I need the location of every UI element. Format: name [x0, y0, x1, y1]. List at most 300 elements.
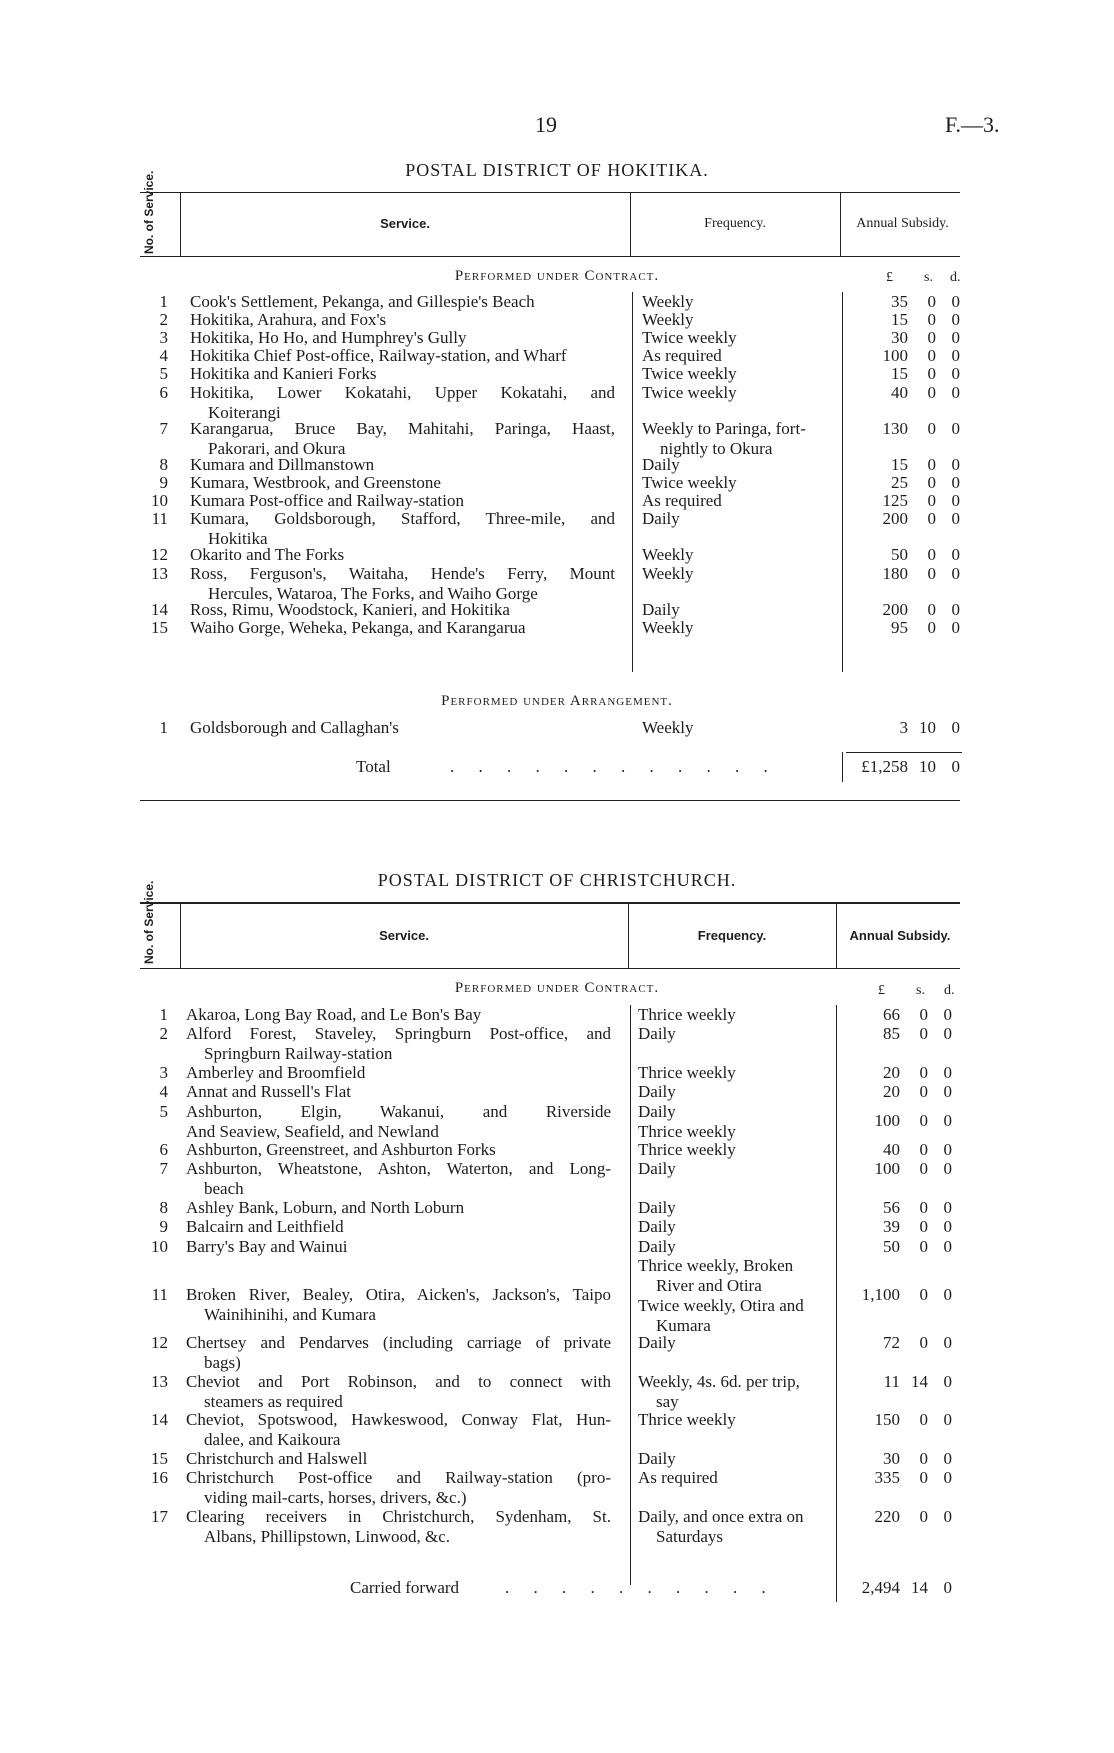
leader-dots: . . . . . . . . . .: [505, 1578, 776, 1597]
leader-dots: . . . . . . . . . . . .: [450, 757, 778, 776]
frequency-line: Twice weekly: [642, 328, 737, 348]
subsidy-pounds: 35: [891, 292, 908, 311]
service-frequency: [642, 346, 824, 366]
service-description: [186, 1140, 611, 1160]
subsidy-shillings: 0: [919, 1024, 928, 1044]
service-line: Akaroa, Long Bay Road, and Le Bon's Bay: [186, 1005, 482, 1024]
service-line: Ross, Ferguson's, Waitaha, Hende's Ferry, Mount: [190, 563, 615, 583]
frequency-line: Daily: [642, 454, 680, 474]
service-line: Pakorari, and Okura: [208, 438, 346, 458]
christchurch-col-service-header: Service.: [379, 928, 429, 943]
subsidy-pounds: 130: [882, 418, 908, 438]
service-line: Ashley Bank, Loburn, and North Loburn: [186, 1198, 465, 1217]
frequency-line: Twice weekly: [642, 382, 737, 402]
service-frequency: [642, 618, 824, 638]
subsidy-shillings: 0: [919, 1284, 928, 1304]
service-description: [186, 1285, 611, 1325]
service-number: 13: [151, 563, 168, 583]
carried-forward-pence: 0: [943, 1578, 952, 1597]
subsidy-pence: 0: [943, 1410, 952, 1430]
subsidy-pence: 0: [943, 1371, 952, 1391]
subsidy-shillings: 0: [927, 310, 936, 330]
frequency-line: Thrice weekly: [638, 1005, 736, 1024]
service-line: Kumara, Goldsborough, Stafford, Three-mile, and: [190, 509, 615, 529]
service-line: Chertsey and Pendarves (including carriage of private: [186, 1333, 611, 1353]
frequency-line: Daily: [638, 1198, 676, 1217]
service-frequency: [638, 1005, 820, 1025]
service-line: And Seaview, Seafield, and Newland: [186, 1121, 439, 1141]
frequency-line: As required: [638, 1468, 718, 1488]
service-line: Hokitika, Arahura, and Fox's: [190, 310, 387, 330]
column-rule: [842, 752, 843, 782]
service-line: Springburn Railway-station: [204, 1044, 393, 1064]
christchurch-header-top-rule: [140, 902, 960, 904]
service-frequency: [642, 509, 824, 529]
service-line: Goldsborough and Callaghan's: [190, 718, 399, 737]
service-line: Kumara and Dillmanstown: [190, 454, 375, 474]
service-line: Ross, Rimu, Woodstock, Kanieri, and Hokitika: [190, 599, 510, 619]
service-number: 13: [151, 1371, 168, 1391]
service-line: Hokitika: [208, 529, 268, 549]
service-frequency: [638, 1507, 820, 1547]
service-description: [186, 1333, 611, 1373]
carried-forward-label: Carried forward: [350, 1578, 460, 1597]
subsidy-shillings: 0: [927, 563, 936, 583]
service-description: [186, 1024, 611, 1064]
service-number: 9: [159, 1217, 168, 1237]
service-number: 4: [159, 346, 168, 366]
service-number: 4: [159, 1082, 168, 1102]
service-description: [190, 473, 615, 493]
subsidy-shillings: 0: [919, 1448, 928, 1468]
service-description: [186, 1198, 611, 1218]
subsidy-pence: 0: [943, 1062, 952, 1082]
frequency-line: Weekly: [642, 292, 694, 311]
service-number: 6: [159, 382, 168, 402]
subsidy-pence: 0: [951, 364, 960, 384]
subsidy-pounds: 25: [891, 473, 908, 492]
service-description: [190, 292, 615, 312]
service-description: [186, 1005, 611, 1025]
service-description: [186, 1507, 611, 1547]
service-line: Hokitika, Ho Ho, and Humphrey's Gully: [190, 328, 467, 348]
service-line: Alford Forest, Staveley, Springburn Post-office, and: [186, 1024, 611, 1044]
hokitika-col-no-header: No. of Service.: [142, 170, 156, 254]
page-number: 19: [535, 112, 557, 137]
subsidy-shillings: 0: [919, 1410, 928, 1430]
service-line: Hercules, Wataroa, The Forks, and Waiho Gorge: [208, 583, 538, 603]
subsidy-shillings: 0: [927, 292, 936, 311]
christchurch-header-bottom-rule: [140, 968, 960, 969]
subsidy-shillings: 0: [927, 328, 936, 348]
frequency-line: Weekly: [642, 617, 694, 637]
service-number: 6: [159, 1140, 168, 1160]
service-number: 10: [151, 1236, 168, 1256]
total-pound: £1,258: [861, 757, 908, 776]
subsidy-pence: 0: [943, 1448, 952, 1468]
subsidy-shillings: 0: [927, 454, 936, 474]
frequency-line: As required: [642, 491, 722, 511]
service-number: 3: [159, 1062, 168, 1082]
subsidy-shillings: 0: [919, 1217, 928, 1237]
carried-forward-shilling: 14: [911, 1578, 928, 1597]
subsidy-pounds: 30: [891, 328, 908, 348]
subsidy-shillings: 0: [927, 346, 936, 366]
subsidy-pence: 0: [951, 509, 960, 529]
service-line: dalee, and Kaikoura: [204, 1430, 341, 1450]
total-shilling: 10: [919, 757, 936, 776]
christchurch-col-subsidy-header: Annual Subsidy.: [849, 928, 951, 943]
service-number: 15: [151, 1448, 168, 1468]
service-line: Karangarua, Bruce Bay, Mahitahi, Paringa, Haast,: [190, 418, 615, 438]
service-line: Annat and Russell's Flat: [186, 1082, 352, 1102]
frequency-line: Weekly to Paringa, fort-: [642, 418, 806, 438]
subsidy-pounds: 200: [882, 599, 908, 619]
subsidy-pounds: 40: [883, 1140, 900, 1160]
service-frequency: [638, 1333, 820, 1353]
service-number: 5: [159, 364, 168, 384]
subsidy-shillings: 0: [927, 473, 936, 492]
service-number: 1: [159, 292, 168, 311]
frequency-line: Daily: [638, 1448, 676, 1468]
service-description: [186, 1159, 611, 1199]
service-description: [190, 564, 615, 604]
service-line: Ashburton, Greenstreet, and Ashburton Forks: [186, 1140, 496, 1160]
service-frequency: [642, 600, 824, 620]
total-rule: [846, 752, 962, 753]
subsidy-pounds: 20: [883, 1082, 900, 1102]
hokitika-total-label: Total: [356, 757, 391, 776]
service-line: steamers as required: [204, 1391, 343, 1411]
frequency-line: Daily: [642, 509, 680, 529]
hokitika-arrangement-heading: Performed under Arrangement.: [441, 693, 673, 709]
service-description: [190, 419, 615, 459]
hokitika-header-bottom-rule: [140, 256, 960, 257]
service-number: 11: [151, 1284, 168, 1304]
service-description: [190, 509, 615, 549]
service-number: 14: [151, 599, 168, 619]
service-number: 17: [151, 1506, 168, 1526]
frequency-line: Weekly: [642, 563, 694, 583]
service-description: [186, 1468, 611, 1508]
frequency-line: nightly to Okura: [660, 438, 773, 458]
subsidy-pounds: 3: [899, 718, 908, 737]
subsidy-pounds: 95: [891, 617, 908, 637]
subsidy-pounds: 85: [883, 1024, 900, 1044]
service-number: 1: [159, 718, 168, 737]
service-line: Wainihinihi, and Kumara: [204, 1304, 376, 1324]
subsidy-pence: 0: [951, 473, 960, 492]
subsidy-pounds: 1,100: [861, 1284, 900, 1304]
subsidy-shillings: 14: [911, 1371, 928, 1391]
service-number: 7: [159, 418, 168, 438]
service-line: Albans, Phillipstown, Linwood, &c.: [204, 1526, 451, 1546]
hokitika-col-service-header: Service.: [380, 216, 430, 231]
frequency-line: Thrice weekly: [638, 1410, 736, 1430]
subsidy-pounds: 20: [883, 1062, 900, 1082]
subsidy-pence: 0: [943, 1005, 952, 1024]
service-line: Koiterangi: [208, 402, 281, 422]
frequency-line: Daily: [638, 1333, 676, 1353]
subsidy-pounds: 40: [891, 382, 908, 402]
service-frequency: [638, 1256, 820, 1336]
subsidy-pence: 0: [943, 1159, 952, 1179]
service-number: 16: [151, 1468, 168, 1488]
service-frequency: [638, 1468, 820, 1488]
pound-unit: £: [886, 270, 893, 285]
service-frequency: [642, 328, 824, 348]
service-frequency: [638, 1102, 820, 1142]
subsidy-pence: 0: [951, 346, 960, 366]
subsidy-shillings: 0: [927, 617, 936, 637]
subsidy-shillings: 0: [919, 1005, 928, 1024]
hokitika-title: POSTAL DISTRICT OF HOKITIKA.: [405, 160, 709, 180]
subsidy-pence: 0: [951, 310, 960, 330]
frequency-line: As required: [642, 346, 722, 366]
service-description: [186, 1217, 611, 1237]
subsidy-pounds: 200: [882, 509, 908, 529]
subsidy-pence: 0: [951, 292, 960, 311]
service-number: 2: [159, 310, 168, 330]
service-description: [190, 491, 615, 511]
service-frequency: [642, 419, 824, 459]
subsidy-shillings: 0: [927, 491, 936, 511]
subsidy-pounds: 335: [874, 1468, 900, 1488]
shilling-unit: s.: [916, 983, 925, 998]
subsidy-pence: 0: [943, 1506, 952, 1526]
subsidy-pence: 0: [951, 617, 960, 637]
subsidy-pence: 0: [943, 1140, 952, 1160]
subsidy-pence: 0: [951, 491, 960, 511]
service-line: Ashburton, Wheatstone, Ashton, Waterton, and Long-: [186, 1159, 611, 1179]
subsidy-pounds: 180: [882, 563, 908, 583]
service-line: Cheviot and Port Robinson, and to connect with: [186, 1371, 611, 1391]
subsidy-pounds: 100: [882, 346, 908, 366]
subsidy-pounds: 66: [883, 1005, 900, 1024]
service-description: [186, 1082, 611, 1102]
frequency-line: Thrice weekly: [638, 1062, 736, 1082]
hokitika-bottom-rule: [140, 800, 960, 801]
service-frequency: [642, 364, 824, 384]
service-line: beach: [204, 1179, 244, 1199]
subsidy-shillings: 0: [927, 599, 936, 619]
service-line: Waiho Gorge, Weheka, Pekanga, and Karangarua: [190, 617, 526, 637]
subsidy-pounds: 100: [874, 1159, 900, 1179]
service-number: 10: [151, 491, 168, 511]
frequency-line: Daily, and once extra on: [638, 1506, 804, 1526]
service-number: 3: [159, 328, 168, 348]
christchurch-col-frequency-header: Frequency.: [697, 928, 767, 943]
subsidy-pence: 0: [951, 599, 960, 619]
shilling-unit: s.: [924, 270, 933, 285]
service-frequency: [642, 564, 824, 584]
service-description: [190, 364, 615, 384]
service-line: Clearing receivers in Christchurch, Sydenham, St.: [186, 1506, 611, 1526]
service-line: Hokitika Chief Post-office, Railway-station, and Wharf: [190, 346, 567, 366]
service-description: [186, 1063, 611, 1083]
service-line: Okarito and The Forks: [190, 545, 345, 565]
frequency-line: Kumara: [656, 1315, 711, 1335]
pence-unit: d.: [944, 983, 955, 998]
service-description: [190, 328, 615, 348]
subsidy-pounds: 15: [891, 454, 908, 474]
service-line: bags): [204, 1353, 241, 1373]
subsidy-pence: 0: [951, 454, 960, 474]
hokitika-header-top-rule: [140, 192, 960, 193]
frequency-line: Twice weekly: [642, 473, 737, 492]
subsidy-pence: 0: [951, 328, 960, 348]
service-description: [186, 1237, 611, 1257]
subsidy-shillings: 0: [927, 382, 936, 402]
subsidy-shillings: 0: [919, 1159, 928, 1179]
subsidy-shillings: 0: [919, 1062, 928, 1082]
service-frequency: [638, 1159, 820, 1179]
subsidy-pounds: 150: [874, 1410, 900, 1430]
service-line: Amberley and Broomfield: [186, 1062, 366, 1082]
service-description: [190, 383, 615, 423]
service-frequency: [638, 1082, 820, 1102]
service-description: [186, 1410, 611, 1450]
frequency-line: Thrice weekly: [638, 1121, 736, 1141]
subsidy-shillings: 0: [919, 1198, 928, 1217]
service-frequency: [642, 310, 824, 330]
service-line: Hokitika, Lower Kokatahi, Upper Kokatahi, and: [190, 382, 615, 402]
subsidy-pence: 0: [951, 418, 960, 438]
subsidy-pence: 0: [951, 563, 960, 583]
subsidy-shillings: 0: [927, 364, 936, 384]
frequency-line: Thrice weekly, Broken: [638, 1255, 794, 1275]
frequency-line: Saturdays: [656, 1526, 724, 1546]
service-number: 8: [159, 1198, 168, 1217]
service-frequency: [638, 1024, 820, 1044]
service-number: 12: [151, 545, 168, 565]
subsidy-pounds: 56: [883, 1198, 900, 1217]
subsidy-pence: 0: [943, 1333, 952, 1353]
service-frequency: [638, 1237, 820, 1257]
frequency-line: say: [656, 1391, 679, 1411]
service-description: [190, 545, 615, 565]
frequency-line: Twice weekly: [642, 364, 737, 384]
service-description: [190, 346, 615, 366]
subsidy-shillings: 0: [919, 1333, 928, 1353]
service-frequency: [642, 545, 824, 565]
column-rule: [842, 292, 843, 672]
subsidy-pence: 0: [943, 1024, 952, 1044]
service-line: Cheviot, Spotswood, Hawkeswood, Conway Flat, Hun-: [186, 1410, 611, 1430]
subsidy-pounds: 15: [891, 364, 908, 384]
subsidy-pence: 0: [943, 1217, 952, 1237]
subsidy-pounds: 100: [874, 1111, 900, 1131]
service-number: 11: [151, 509, 168, 529]
service-frequency: [642, 491, 824, 511]
column-rule: [630, 1005, 631, 1585]
subsidy-pence: 0: [951, 382, 960, 402]
subsidy-pounds: 11: [883, 1371, 900, 1391]
subsidy-pounds: 125: [882, 491, 908, 511]
frequency-line: Daily: [638, 1236, 676, 1256]
subsidy-pence: 0: [951, 545, 960, 565]
service-frequency: [642, 473, 824, 493]
frequency-line: Daily: [642, 599, 680, 619]
service-line: Ashburton, Elgin, Wakanui, and Riverside: [186, 1101, 611, 1121]
service-frequency: [638, 1063, 820, 1083]
service-description: [190, 600, 615, 620]
hokitika-contract-heading: Performed under Contract.: [454, 268, 660, 284]
column-rule: [836, 1005, 837, 1585]
subsidy-shillings: 0: [919, 1140, 928, 1160]
service-frequency: [642, 455, 824, 475]
service-number: 14: [151, 1410, 168, 1430]
service-frequency: [638, 1140, 820, 1160]
subsidy-pounds: 220: [874, 1506, 900, 1526]
service-number: 1: [159, 1005, 168, 1024]
subsidy-pence: 0: [943, 1198, 952, 1217]
service-line: Barry's Bay and Wainui: [186, 1236, 348, 1256]
service-description: [190, 455, 615, 475]
frequency-line: Thrice weekly: [638, 1140, 736, 1160]
service-line: Broken River, Bealey, Otira, Aicken's, Jackson's, Taipo: [186, 1284, 611, 1304]
frequency-line: Daily: [638, 1082, 676, 1102]
subsidy-pounds: 50: [891, 545, 908, 565]
carried-forward-pound: 2,494: [861, 1578, 900, 1597]
hokitika-col-frequency-header: Frequency.: [704, 216, 766, 231]
pound-unit: £: [878, 983, 885, 998]
service-number: 2: [159, 1024, 168, 1044]
frequency-line: Weekly: [642, 310, 694, 330]
service-frequency: [638, 1217, 820, 1237]
service-number: 9: [159, 473, 168, 492]
subsidy-pence: 0: [951, 718, 960, 737]
subsidy-shillings: 0: [927, 545, 936, 565]
service-frequency: [638, 1198, 820, 1218]
service-line: Christchurch and Halswell: [186, 1448, 368, 1468]
service-frequency: [642, 383, 824, 403]
service-frequency: [638, 1449, 820, 1469]
subsidy-shillings: 0: [919, 1236, 928, 1256]
frequency-line: Twice weekly, Otira and: [638, 1295, 804, 1315]
subsidy-shillings: 0: [919, 1506, 928, 1526]
subsidy-shillings: 10: [919, 718, 936, 737]
service-number: 15: [151, 617, 168, 637]
service-number: 8: [159, 454, 168, 474]
subsidy-shillings: 0: [927, 509, 936, 529]
frequency-line: Daily: [638, 1159, 676, 1179]
christchurch-col-no-header: No. of Service.: [142, 880, 156, 964]
subsidy-pence: 0: [943, 1236, 952, 1256]
subsidy-pounds: 72: [883, 1333, 900, 1353]
subsidy-pence: 0: [943, 1284, 952, 1304]
subsidy-pounds: 39: [883, 1217, 900, 1237]
service-line: viding mail-carts, horses, drivers, &c.): [204, 1488, 467, 1508]
frequency-line: Weekly, 4s. 6d. per trip,: [638, 1371, 800, 1391]
frequency-line: Daily: [638, 1217, 676, 1237]
service-description: [190, 618, 615, 638]
total-pence: 0: [951, 757, 960, 776]
frequency-line: Daily: [638, 1101, 676, 1121]
service-line: Cook's Settlement, Pekanga, and Gillespie's Beach: [190, 292, 535, 311]
subsidy-shillings: 0: [919, 1468, 928, 1488]
service-line: Kumara Post-office and Railway-station: [190, 491, 464, 511]
service-line: Kumara, Westbrook, and Greenstone: [190, 473, 441, 492]
service-number: 7: [159, 1159, 168, 1179]
service-line: Hokitika and Kanieri Forks: [190, 364, 377, 384]
frequency-line: River and Otira: [656, 1275, 762, 1295]
column-rule: [632, 292, 633, 672]
subsidy-pence: 0: [943, 1468, 952, 1488]
subsidy-shillings: 0: [919, 1111, 928, 1131]
service-description: [186, 1449, 611, 1469]
frequency-line: Daily: [638, 1024, 676, 1044]
